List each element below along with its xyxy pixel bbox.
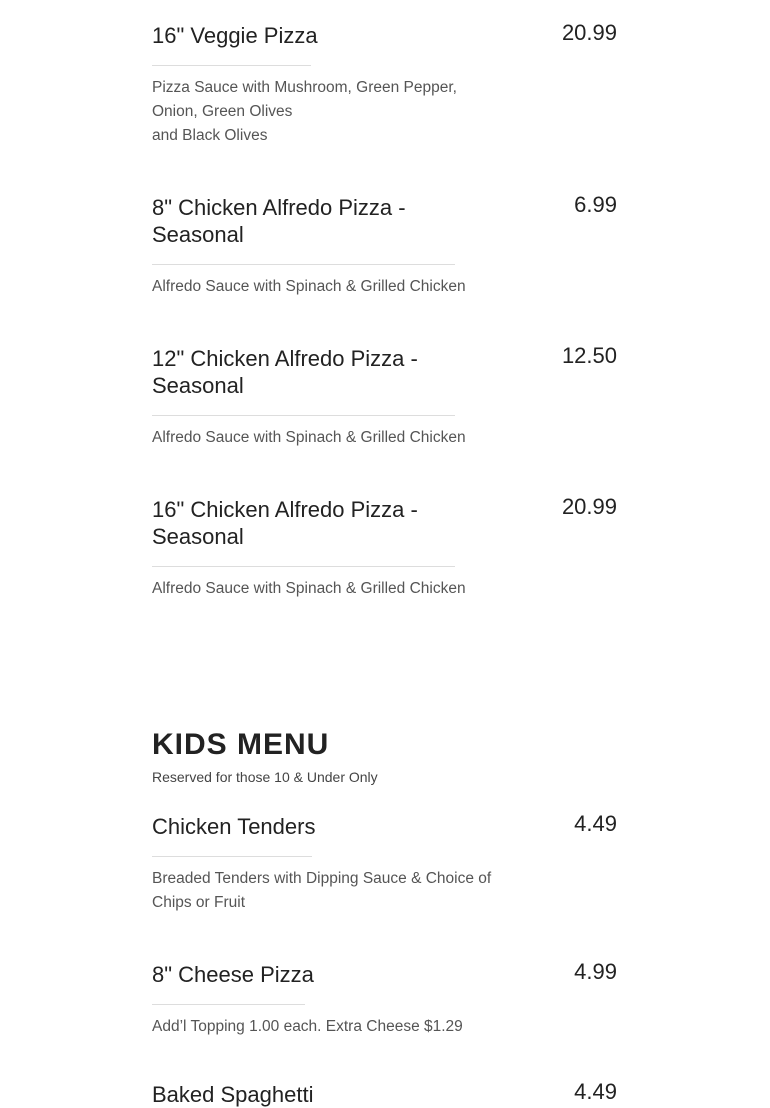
description-line: Alfredo Sauce with Spinach & Grilled Chicken (152, 429, 466, 446)
description-line: Alfredo Sauce with Spinach & Grilled Chicken (152, 278, 466, 295)
item-price: 20.99 (561, 494, 617, 519)
item-name: Baked Spaghetti (152, 1082, 314, 1107)
description-line: and Black Olives (152, 127, 268, 144)
item-description (152, 76, 492, 148)
item-name: 16" Chicken Alfredo Pizza - Seasonal (152, 497, 418, 549)
menu-item-baked-spaghetti (152, 1081, 617, 1108)
item-price: 4.49 (574, 811, 617, 836)
item-description (152, 275, 482, 299)
item-price: 4.99 (574, 959, 617, 984)
item-divider (152, 264, 455, 265)
menu-item-veggie-pizza-16 (152, 22, 617, 148)
item-description (152, 1015, 492, 1039)
item-name: 12" Chicken Alfredo Pizza - Seasonal (152, 346, 418, 398)
item-price: 12.50 (561, 343, 617, 368)
item-divider (152, 1004, 305, 1005)
description-line: Breaded Tenders with Dipping Sauce & Choice of (152, 870, 492, 887)
item-description (152, 577, 482, 601)
menu-item-chicken-tenders (152, 813, 617, 915)
item-divider (152, 415, 455, 416)
menu-item-cheese-pizza-8 (152, 961, 617, 1039)
item-price: 4.49 (574, 1079, 617, 1104)
menu-item-chicken-alfredo-16 (152, 496, 617, 601)
item-name: 8" Cheese Pizza (152, 962, 314, 987)
menu-item-chicken-alfredo-8 (152, 194, 617, 299)
item-price: 20.99 (561, 20, 617, 45)
item-divider (152, 65, 311, 66)
item-divider (152, 856, 312, 857)
item-divider (152, 566, 455, 567)
menu-item-chicken-alfredo-12 (152, 345, 617, 450)
description-line: Pizza Sauce with Mushroom, Green Pepper, (152, 79, 457, 96)
item-name: 16" Veggie Pizza (152, 23, 318, 48)
description-line: Add’l Topping 1.00 each. Extra Cheese $1.29 (152, 1018, 463, 1035)
description-line: Chips or Fruit (152, 894, 246, 911)
kids-menu-subtitle: Reserved for those 10 & Under Only (152, 769, 378, 785)
kids-menu-title: KIDS MENU (152, 728, 330, 761)
item-description (152, 426, 482, 450)
item-description (152, 867, 492, 915)
item-name: Chicken Tenders (152, 814, 316, 839)
description-line: Onion, Green Olives (152, 103, 293, 120)
item-name: 8" Chicken Alfredo Pizza - Seasonal (152, 195, 406, 247)
item-price: 6.99 (574, 192, 617, 217)
description-line: Alfredo Sauce with Spinach & Grilled Chicken (152, 580, 466, 597)
